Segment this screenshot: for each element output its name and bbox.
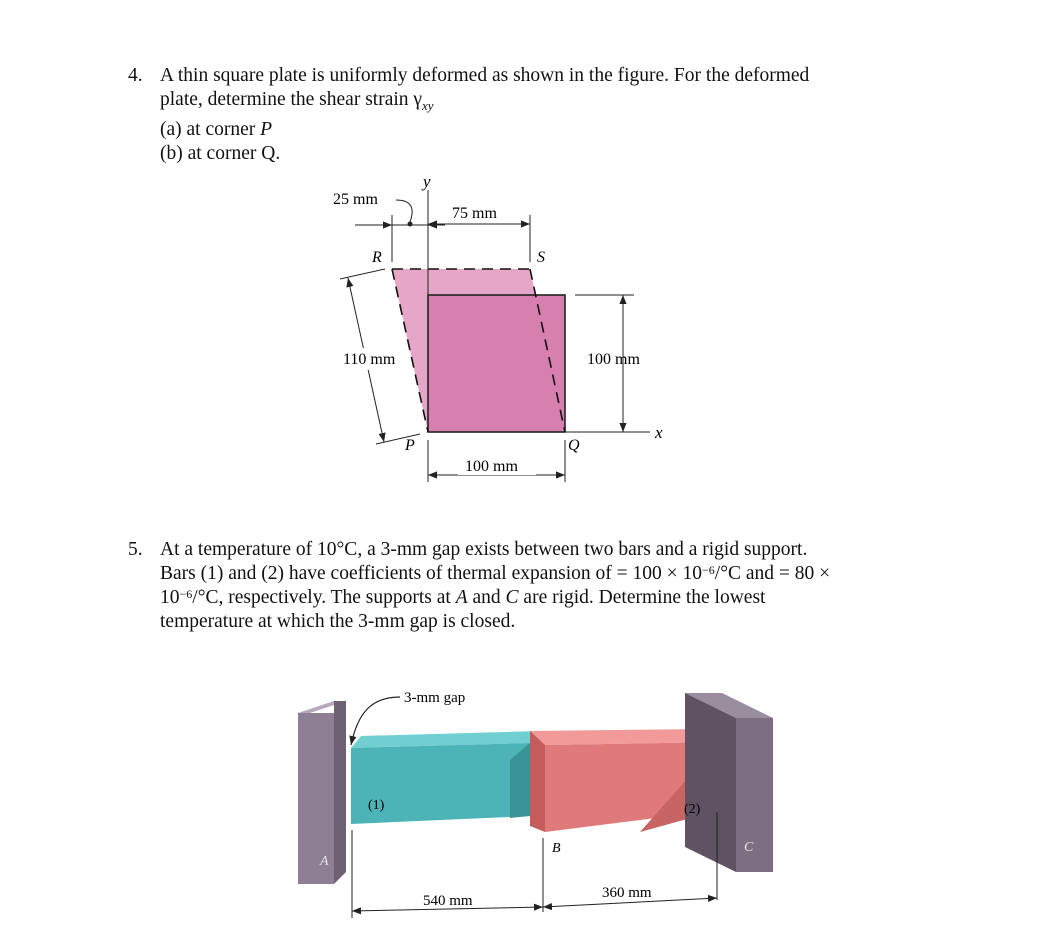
part-a-text: (a) at corner — [160, 118, 261, 140]
problem-4-part-b: (b) at corner Q. — [160, 142, 281, 164]
dim-100-right-label: 100 mm — [587, 351, 640, 368]
support-c — [685, 693, 773, 872]
line-2-part-a: Bars (1) and (2) have coefficients of thermal expansion of = 100 × 10 — [160, 563, 703, 584]
problem-5-line-1: At a temperature of 10°C, a 3-mm gap exists between two bars and a rigid support. — [160, 539, 808, 560]
problem-4-number: 4. — [128, 65, 143, 86]
corner-s: S — [537, 249, 545, 266]
dim-360-label: 360 mm — [602, 885, 652, 901]
support-c-label: C — [744, 840, 754, 855]
line-3-part-b: /°C, respectively. The supports at — [192, 587, 456, 608]
dim-75-label: 75 mm — [452, 205, 497, 222]
corner-q: Q — [568, 437, 580, 454]
dim-540-label: 540 mm — [423, 893, 473, 909]
dim-110-label: 110 mm — [343, 351, 396, 368]
p5-extension-lines — [352, 812, 717, 918]
support-a-label: A — [320, 854, 329, 869]
gamma-subscript: xy — [422, 97, 434, 113]
label-y: y — [423, 172, 431, 191]
corner-p: P — [405, 437, 415, 454]
dim-25-label: 25 mm — [333, 191, 378, 208]
line-3-exponent: −6 — [179, 587, 193, 601]
problem-4-line-2-text: plate, determine the shear strain γ — [160, 89, 423, 110]
line-3-part-c: are rigid. Determine the lowest — [518, 587, 766, 608]
line-3-support-c: C — [505, 587, 519, 608]
line-3-support-a: A — [455, 587, 468, 608]
label-x: x — [655, 423, 663, 442]
part-a-var: P — [260, 118, 273, 140]
gap-label: 3-mm gap — [404, 690, 466, 706]
bar-1-label: (1) — [368, 798, 385, 813]
line-3-part-a: 10 — [160, 587, 180, 608]
point-b-label: B — [552, 841, 561, 856]
line-2-exponent: −6 — [702, 563, 715, 577]
problem-5-line-4: temperature at which the 3-mm gap is closed. — [160, 611, 516, 632]
line-2-part-b: /°C and = 80 × — [714, 563, 831, 584]
bar-2-label: (2) — [684, 802, 701, 817]
line-3-and: and — [467, 587, 506, 608]
dim-100-bottom-label: 100 mm — [465, 458, 518, 475]
problem-5-number: 5. — [128, 539, 143, 560]
corner-r: R — [372, 249, 382, 266]
problem-4-line-1: A thin square plate is uniformly deformed as shown in the figure. For the deformed — [160, 65, 810, 86]
